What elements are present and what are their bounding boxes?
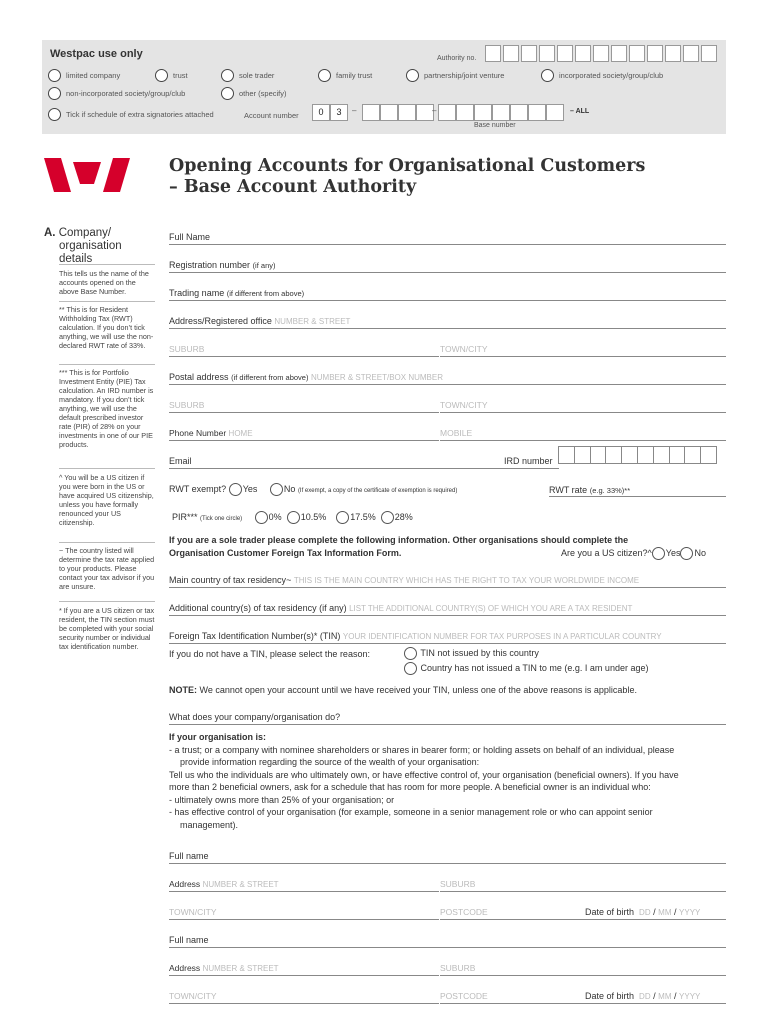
tin-field[interactable]: Foreign Tax Identification Number(s)* (TIN) YOUR IDENTIFICATION NUMBER FOR TAX PURPOSES IN A PARTICULAR COUNTRY (169, 631, 726, 644)
mobile-field[interactable]: MOBILE (440, 428, 726, 441)
us-no-radio[interactable] (680, 547, 693, 560)
rwt-no-radio[interactable] (270, 483, 283, 496)
owner2-postcode-field[interactable]: POSTCODE Date of birth DD / MM / YYYY (440, 991, 726, 1004)
note-tin: * If you are a US citizen or tax resident, the TIN section must be completed with your social security number or individual tax identification number. (59, 606, 155, 651)
dash-separator: – (432, 106, 437, 115)
sole-trader-note: If you are a sole trader please complete the following information. Other organisations should complete the Organisation Customer Foreign Tax Information Form. (169, 535, 629, 558)
pir-row: PIR*** (Tick one circle) 0% 10.5% 17.5% 28% (172, 511, 413, 526)
owner2-town-field[interactable]: TOWN/CITY (169, 991, 439, 1004)
owner2-full-name-field[interactable]: Full name (169, 935, 726, 948)
divider (59, 301, 155, 302)
ird-number-boxes[interactable] (558, 446, 716, 464)
divider (59, 364, 155, 365)
owner2-suburb-field[interactable]: SUBURB (440, 963, 726, 976)
radio-circle-icon[interactable] (48, 87, 61, 100)
divider (59, 542, 155, 543)
tin-reason-2-radio[interactable] (404, 662, 417, 675)
account-number-label: Account number (244, 111, 299, 120)
additional-country-field[interactable]: Additional country(s) of tax residency (if any) LIST THE ADDITIONAL COUNTRY(S) OF WHICH YOU ARE A TAX RESIDENT (169, 603, 726, 616)
radio-circle-icon[interactable] (221, 87, 234, 100)
postal-address-field[interactable]: Postal address (if different from above) NUMBER & STREET/BOX NUMBER (169, 372, 726, 385)
tin-reason-2[interactable]: Country has not issued a TIN to me (e.g. I am under age) (404, 662, 648, 675)
owner1-postcode-field[interactable]: POSTCODE Date of birth DD / MM / YYYY (440, 907, 726, 920)
suburb-field[interactable]: SUBURB (169, 344, 439, 357)
pir-28-radio[interactable] (381, 511, 394, 524)
branch-boxes[interactable] (362, 104, 437, 121)
option-sole-trader[interactable]: sole trader (221, 69, 274, 82)
note-country: ~ The country listed will determine the tax rate applied to your products. Please contact your tax advisor if you are unsure. (59, 546, 155, 591)
option-family-trust[interactable]: family trust (318, 69, 372, 82)
base-number-boxes[interactable] (438, 104, 564, 121)
option-schedule-attached[interactable]: Tick if schedule of extra signatories attached (48, 108, 214, 121)
radio-circle-icon[interactable] (48, 108, 61, 121)
option-partnership[interactable]: partnership/joint venture (406, 69, 504, 82)
dash-separator: – (352, 106, 357, 115)
account-prefix-boxes: 0 3 (312, 104, 348, 121)
note-rwt: ** This is for Resident Withholding Tax (RWT) calculation. If you don’t tick anything, we will use the non-declared RWT rate of 33%. (59, 305, 154, 350)
email-field[interactable]: Email (169, 456, 559, 469)
tin-note: NOTE: We cannot open your account until we have received your TIN, unless one of the above reasons is applicable. (169, 685, 637, 695)
westpac-use-only-title: Westpac use only (50, 48, 143, 60)
authority-no-label: Authority no. (437, 55, 477, 62)
rwt-yes-radio[interactable] (229, 483, 242, 496)
rwt-rate-field[interactable] (549, 496, 726, 497)
main-country-field[interactable]: Main country of tax residency~ THIS IS THE MAIN COUNTRY WHICH HAS THE RIGHT TO TAX YOUR WORLDWIDE INCOME (169, 575, 726, 588)
full-name-field[interactable]: Full Name (169, 232, 726, 245)
westpac-use-only-panel (42, 40, 726, 134)
owner1-town-field[interactable]: TOWN/CITY (169, 907, 439, 920)
option-non-incorporated-society[interactable]: non-incorporated society/group/club (48, 87, 185, 100)
radio-circle-icon[interactable] (406, 69, 419, 82)
radio-circle-icon[interactable] (48, 69, 61, 82)
authority-no-boxes[interactable] (485, 45, 719, 62)
beneficial-owner-instructions: If your organisation is: - a trust; or a company with nominee shareholders or shares in bearer form; or holding assets on behalf of an individual, please provide information regarding the source of the wealth of your organisation: Tell us who the individuals are who ultimately own, or have effective control of, your organisation (beneficial owners). If you have more than 2 beneficial owners, ask for a schedule that has room for more people. A beneficial owner is an individual who: - ultimately owns more than 25% of your organisation; or - has effective control of your organisation (for example, someone in a senior management role or who can appoint senior management). (169, 732, 679, 830)
registration-number-field[interactable]: Registration number (if any) (169, 260, 726, 273)
owner1-full-name-field[interactable]: Full name (169, 851, 726, 864)
us-yes-radio[interactable] (652, 547, 665, 560)
ird-number-label: IRD number (504, 456, 553, 466)
page-title: Opening Accounts for Organisational Customers – Base Account Authority (169, 156, 646, 197)
owner1-dob[interactable]: Date of birth DD / MM / YYYY (585, 907, 701, 917)
radio-circle-icon[interactable] (318, 69, 331, 82)
note-pie: *** This is for Portfolio Investment Entity (PIE) Tax calculation. An IRD number is mandatory. If you don’t tick anything, we will use the default prescribed investor rate (PIR) of 28% on your investments in one of our PIE products. (59, 368, 154, 449)
owner2-dob[interactable]: Date of birth DD / MM / YYYY (585, 991, 701, 1001)
registered-office-field[interactable]: Address/Registered office NUMBER & STREET (169, 316, 726, 329)
all-label: – ALL (570, 108, 590, 115)
tin-reason-1-radio[interactable] (404, 647, 417, 660)
option-incorporated-society[interactable]: incorporated society/group/club (541, 69, 663, 82)
option-other[interactable]: other (specify) (221, 87, 287, 100)
base-number-label: Base number (474, 122, 516, 129)
phone-home-field[interactable]: Phone Number HOME (169, 428, 439, 441)
radio-circle-icon[interactable] (155, 69, 168, 82)
rwt-rate-label: RWT rate (e.g. 33%)** (549, 485, 631, 495)
postal-suburb-field[interactable]: SUBURB (169, 400, 439, 413)
town-city-field[interactable]: TOWN/CITY (440, 344, 726, 357)
owner2-address-field[interactable]: Address NUMBER & STREET (169, 963, 439, 976)
pir-10-5-radio[interactable] (287, 511, 300, 524)
owner1-address-field[interactable]: Address NUMBER & STREET (169, 879, 439, 892)
company-activity-field[interactable]: What does your company/organisation do? (169, 712, 726, 725)
note-us-citizen: ^ You will be a US citizen if you were born in the US or have acquired US citizenship, unless you have formally renounced your US citizenship. (59, 473, 154, 527)
tin-reason-1[interactable]: TIN not issued by this country (404, 647, 539, 660)
section-a-heading: A. Company/ organisation details (44, 227, 122, 265)
radio-circle-icon[interactable] (541, 69, 554, 82)
postal-town-field[interactable]: TOWN/CITY (440, 400, 726, 413)
trading-name-field[interactable]: Trading name (if different from above) (169, 288, 726, 301)
divider (59, 601, 155, 602)
note-base-number: This tells us the name of the accounts opened on the above Base Number. (59, 269, 149, 296)
westpac-logo (44, 158, 130, 192)
pir-17-5-radio[interactable] (336, 511, 349, 524)
no-tin-label: If you do not have a TIN, please select the reason: (169, 649, 370, 659)
rwt-exempt-row: RWT exempt? Yes No (If exempt, a copy of the certificate of exemption is required) (169, 483, 457, 498)
divider (59, 264, 155, 265)
pir-0-radio[interactable] (255, 511, 268, 524)
owner1-suburb-field[interactable]: SUBURB (440, 879, 726, 892)
option-limited-company[interactable]: limited company (48, 69, 120, 82)
divider (59, 468, 155, 469)
us-citizen-question: Are you a US citizen?^ Yes No (561, 547, 706, 560)
radio-circle-icon[interactable] (221, 69, 234, 82)
option-trust[interactable]: trust (155, 69, 188, 82)
